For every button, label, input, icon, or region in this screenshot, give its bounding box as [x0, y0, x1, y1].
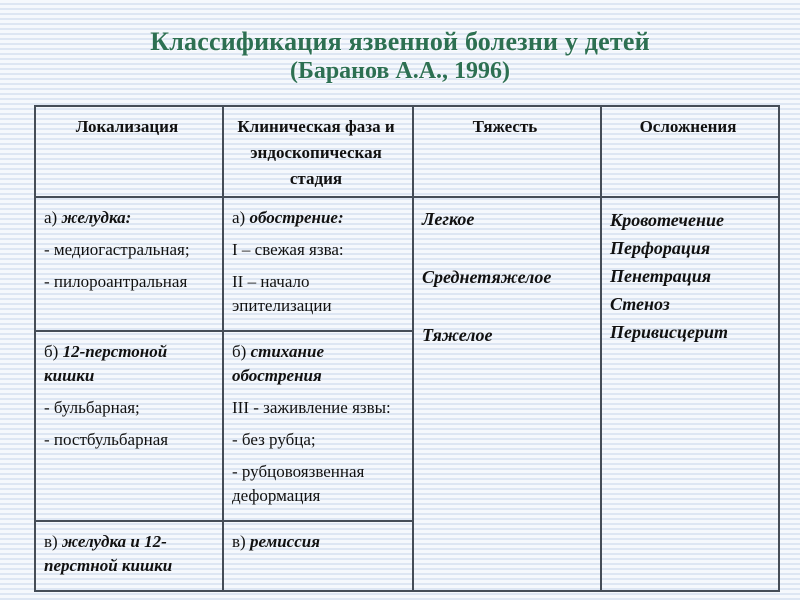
cell-phase-b: [223, 331, 413, 521]
classification-table: [34, 105, 780, 592]
item-prefix: б): [232, 342, 247, 361]
complication-item: Пенетрация: [610, 266, 712, 286]
phase-a-lead: [232, 206, 400, 230]
phase-v-lead: [232, 530, 400, 554]
severity-item: Легкое: [422, 209, 475, 229]
cell-localization-b: [35, 331, 223, 521]
item-prefix: а): [44, 208, 58, 227]
item-prefix: в): [44, 532, 58, 551]
phase-b-item: III - заживление язвы:: [232, 398, 391, 417]
localization-a-lead: [44, 206, 210, 230]
item-label: желудка:: [61, 208, 132, 227]
phase-a-item: I – свежая язва:: [232, 240, 344, 259]
cell-phase-v: [223, 521, 413, 591]
cell-complications: [601, 197, 779, 591]
table-header-row: [35, 106, 779, 197]
complication-item: Перфорация: [610, 238, 711, 258]
header-severity: Тяжесть: [413, 106, 601, 197]
header-clinical-phase: Клиническая фаза и эндоскопическая стадия: [223, 106, 413, 197]
item-label: желудка и 12-перстной кишки: [44, 532, 173, 575]
severity-item: Тяжелое: [422, 325, 493, 345]
localization-a-item: - пилороантральная: [44, 272, 188, 291]
cell-phase-a: [223, 197, 413, 331]
phase-b-item: - без рубца;: [232, 430, 316, 449]
complication-item: Стеноз: [610, 294, 670, 314]
header-localization: Локализация: [35, 106, 223, 197]
localization-v-lead: [44, 530, 210, 578]
cell-severity: [413, 197, 601, 591]
page-title: [0, 27, 800, 85]
localization-a-item: - медиогастральная;: [44, 240, 190, 259]
complication-item: Перивисцерит: [610, 322, 729, 342]
item-label: стихание обострения: [232, 342, 324, 385]
item-label: обострение:: [249, 208, 344, 227]
title-line-1: Классификация язвенной болезни у детей: [150, 27, 650, 56]
item-label: 12-перстоной кишки: [44, 342, 168, 385]
item-prefix: б): [44, 342, 59, 361]
item-prefix: в): [232, 532, 246, 551]
severity-item: Среднетяжелое: [422, 267, 552, 287]
localization-b-item: - постбульбарная: [44, 430, 169, 449]
localization-b-item: - бульбарная;: [44, 398, 140, 417]
complication-item: Кровотечение: [610, 210, 724, 230]
table-row-a: [35, 197, 779, 331]
item-prefix: а): [232, 208, 246, 227]
header-complications: Осложнения: [601, 106, 779, 197]
cell-localization-v: [35, 521, 223, 591]
item-label: ремиссия: [249, 532, 320, 551]
title-line-2: (Баранов А.А., 1996): [289, 58, 511, 84]
phase-b-lead: [232, 340, 400, 388]
phase-a-item: II – начало эпителизации: [232, 272, 332, 315]
cell-localization-a: [35, 197, 223, 331]
localization-b-lead: [44, 340, 210, 388]
phase-b-item: - рубцовоязвенная деформация: [232, 462, 365, 505]
